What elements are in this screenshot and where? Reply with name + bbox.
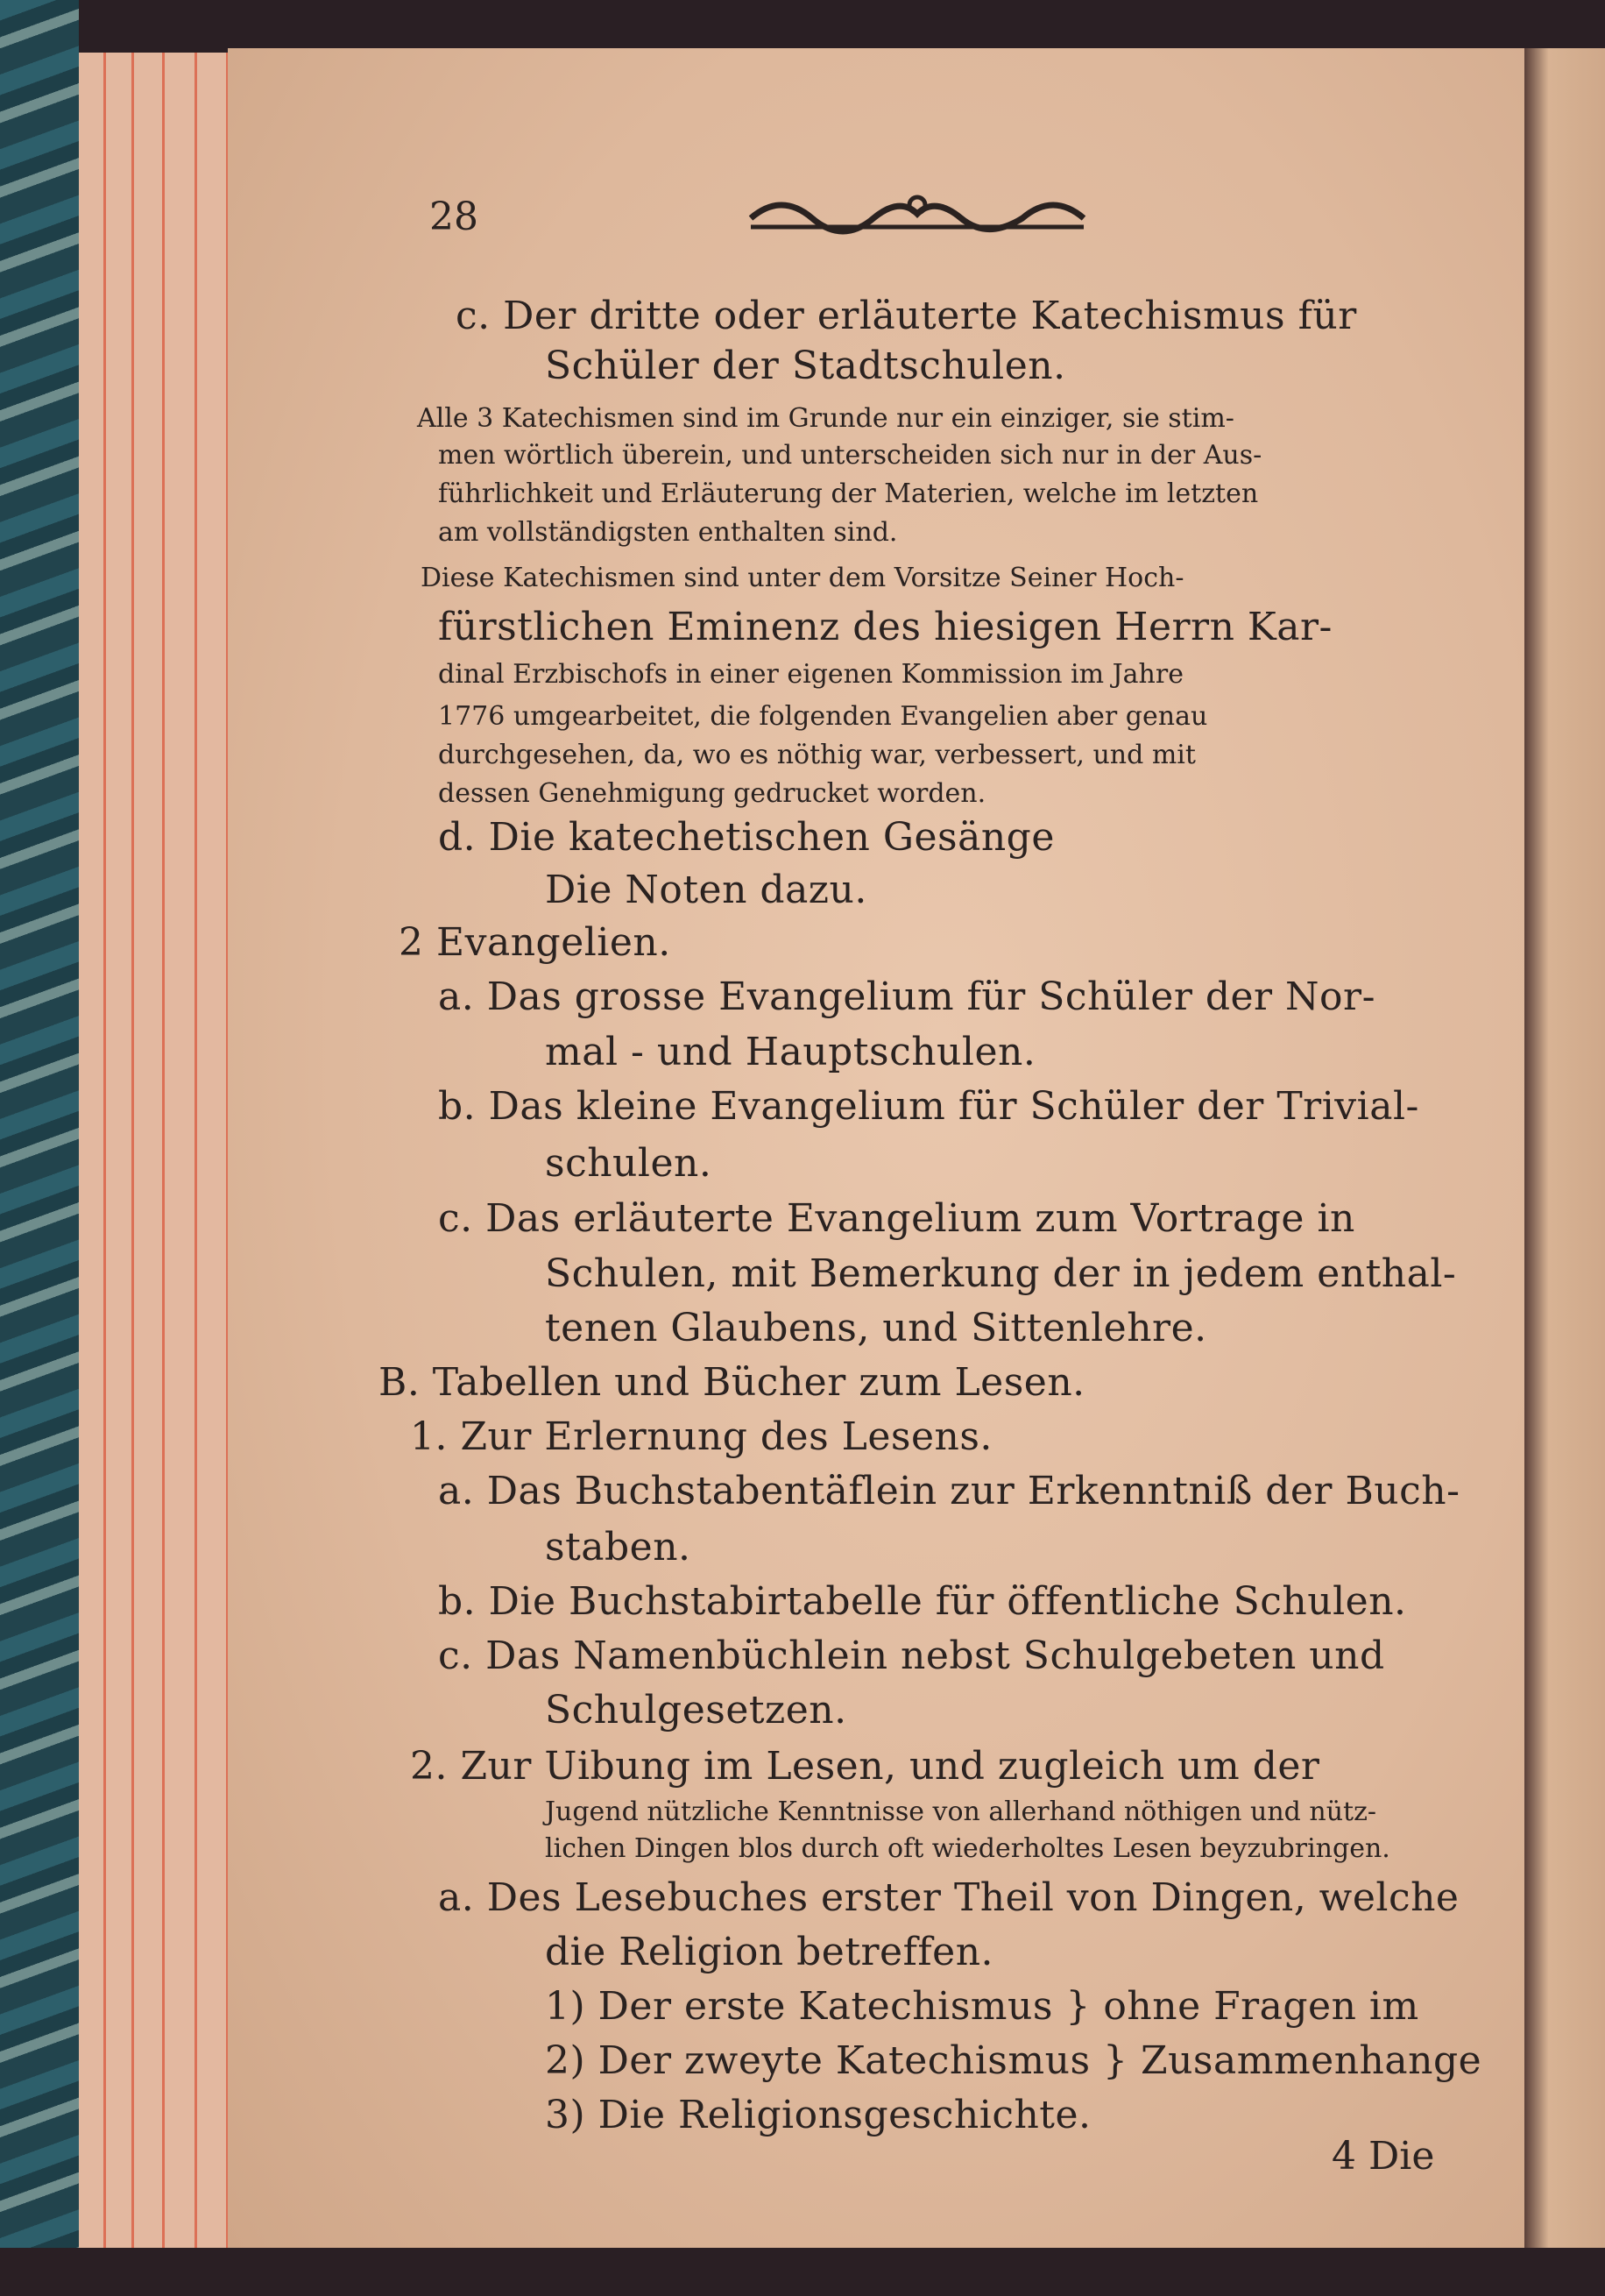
- text-line: 2 Evangelien.: [399, 920, 671, 965]
- text-line: Schüler der Stadtschulen.: [545, 344, 1066, 388]
- text-line: a. Das Buchstabentäflein zur Erkenntniß der Buch-: [438, 1469, 1460, 1513]
- text-line: d. Die katechetischen Gesänge: [438, 815, 1055, 860]
- text-line: lichen Dingen blos durch oft wiederholtes Lesen beyzubringen.: [545, 1833, 1390, 1864]
- text-line: am vollständigsten enthalten sind.: [438, 517, 898, 548]
- book-gutter: [1524, 48, 1605, 2252]
- text-line: a. Des Lesebuches erster Theil von Dingen, welche: [438, 1875, 1460, 1920]
- text-line: 1776 umgearbeitet, die folgenden Evangelien aber genau: [438, 701, 1208, 732]
- text-line: b. Die Buchstabirtabelle für öffentliche Schulen.: [438, 1579, 1407, 1624]
- catchword: 4 Die: [1332, 2134, 1435, 2179]
- page-edge: [103, 53, 106, 2252]
- text-line: b. Das kleine Evangelium für Schüler der Trivial-: [438, 1084, 1419, 1129]
- text-line: schulen.: [545, 1141, 712, 1186]
- text-line: staben.: [545, 1525, 691, 1570]
- text-line: Diese Katechismen sind unter dem Vorsitze Seiner Hoch-: [421, 563, 1184, 593]
- text-line: 2. Zur Uibung im Lesen, und zugleich um der: [410, 1744, 1320, 1789]
- text-line: Schulgesetzen.: [545, 1688, 847, 1733]
- page-edge: [194, 53, 197, 2252]
- text-line: dinal Erzbischofs in einer eigenen Kommission im Jahre: [438, 659, 1184, 690]
- text-line: Alle 3 Katechismen sind im Grunde nur ein einziger, sie stim-: [417, 403, 1234, 434]
- text-line: B. Tabellen und Bücher zum Lesen.: [378, 1360, 1085, 1405]
- text-line: mal - und Hauptschulen.: [545, 1030, 1036, 1074]
- text-line: c. Das Namenbüchlein nebst Schulgebeten und: [438, 1633, 1385, 1678]
- ornament-icon: [746, 188, 1088, 240]
- text-line: Schulen, mit Bemerkung der in jedem enthal-: [545, 1251, 1457, 1296]
- text-line: c. Der dritte oder erläuterte Katechismus für: [456, 294, 1357, 338]
- text-line: 1. Zur Erlernung des Lesens.: [410, 1414, 993, 1459]
- page-edge: [162, 53, 165, 2252]
- text-line: fürstlichen Eminenz des hiesigen Herrn Kar-: [438, 605, 1333, 649]
- text-line: 3) Die Religionsgeschichte.: [545, 2093, 1092, 2137]
- text-line: men wörtlich überein, und unterscheiden sich nur in der Aus-: [438, 440, 1262, 471]
- text-line: Jugend nützliche Kenntnisse von allerhand nöthigen und nütz-: [545, 1796, 1377, 1827]
- text-line: dessen Genehmigung gedrucket worden.: [438, 778, 986, 809]
- book-cover-top: [0, 0, 1605, 53]
- text-line: a. Das grosse Evangelium für Schüler der Nor-: [438, 974, 1375, 1019]
- page-number: 28: [429, 195, 478, 239]
- page-edge: [131, 53, 134, 2252]
- text-line: 1) Der erste Katechismus } ohne Fragen im: [545, 1984, 1419, 2029]
- text-line: die Religion betreffen.: [545, 1930, 994, 1974]
- text-line: 2) Der zweyte Katechismus } Zusammenhange: [545, 2038, 1482, 2083]
- book-cover-bottom: [0, 2248, 1605, 2296]
- text-line: tenen Glaubens, und Sittenlehre.: [545, 1306, 1207, 1350]
- text-line: c. Das erläuterte Evangelium zum Vortrage in: [438, 1196, 1355, 1241]
- text-line: durchgesehen, da, wo es nöthig war, verbessert, und mit: [438, 740, 1196, 770]
- text-line: führlichkeit und Erläuterung der Materien, welche im letzten: [438, 478, 1259, 509]
- marbled-board: [0, 0, 79, 2296]
- text-line: Die Noten dazu.: [545, 868, 867, 912]
